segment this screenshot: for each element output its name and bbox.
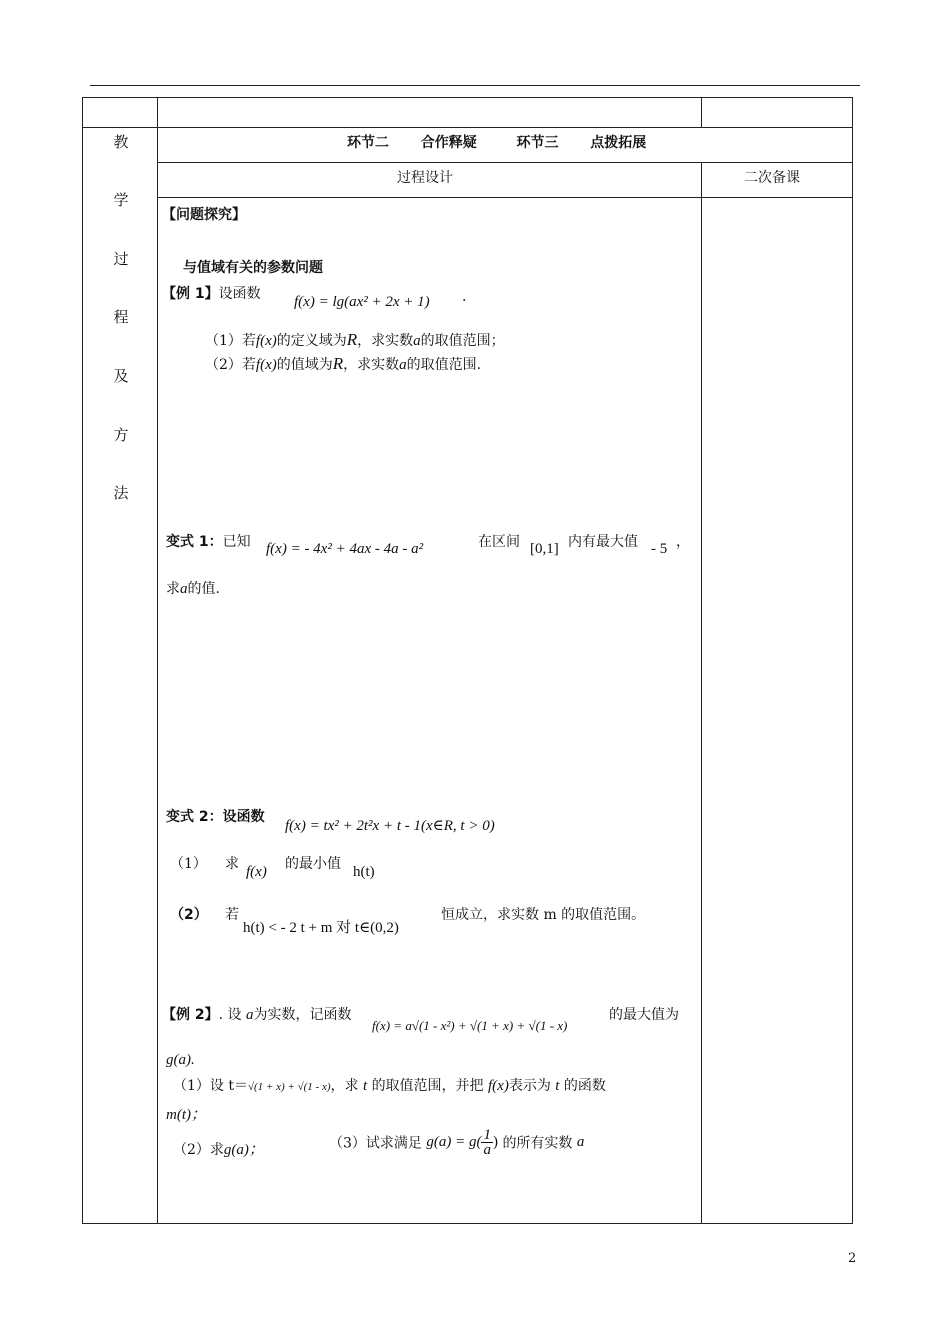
table-border-right: [852, 97, 853, 1223]
example-2-question-3: [329, 1128, 584, 1157]
q-fx: f(x): [255, 333, 277, 349]
q-eq-left: g(a) = g(: [426, 1134, 482, 1150]
example-2-function: f(x) = a√(1 - x²) + √(1 + x) + √(1 - x): [372, 1018, 568, 1033]
q-text: ，求实数: [343, 357, 400, 373]
q-fraction: [481, 1128, 493, 1157]
side-label-char: 及: [113, 367, 129, 385]
example-2-text: . 设: [218, 1007, 242, 1023]
side-label-char: 方: [113, 426, 129, 444]
example-2-text-3: 的最大值为: [609, 1007, 679, 1023]
q-R: R: [332, 354, 344, 373]
q-t-def: √(1 + x) + √(1 - x): [247, 1081, 331, 1093]
example-1-question-2: [205, 354, 481, 374]
q-text: 的取值范围；: [420, 333, 505, 349]
variant-1-text: 已知: [222, 534, 251, 550]
variant-1-statement: [166, 531, 251, 551]
example-2-question-1: [173, 1075, 606, 1095]
table-border-bottom: [82, 1223, 853, 1224]
variant-2-q2-number: （2）: [170, 907, 208, 923]
example-2-label: 【例 2】: [162, 1007, 219, 1023]
example-2-statement: [162, 1004, 351, 1024]
q-a: a: [576, 1134, 585, 1150]
variant-1-interval: [0,1]: [530, 541, 559, 557]
q-text: 的所有实数: [502, 1135, 573, 1152]
q-a: a: [180, 581, 188, 597]
table-col-divider-2: [701, 162, 702, 1223]
table-row-line-2: [157, 162, 853, 163]
table-border-top: [82, 97, 853, 98]
q-text: 求: [166, 581, 180, 597]
q-ga: g(a)；: [223, 1142, 264, 1158]
variant-1-text-2: 在区间: [478, 534, 520, 550]
side-label-char: 过: [113, 250, 129, 268]
example-1-label: 【例 1】: [162, 286, 219, 302]
variant-1-function: f(x) = - 4x² + 4ax - 4a - a²: [266, 541, 424, 557]
side-label-char: 程: [113, 308, 129, 326]
example-1-period: .: [462, 289, 467, 305]
q-text: （3）试求满足: [329, 1135, 422, 1152]
variant-2-q2-text: 若: [225, 907, 239, 923]
q-text: （1）设 t＝: [173, 1078, 248, 1094]
variant-2-q2-inequality: h(t) < - 2 t + m 对 t∈(0,2): [243, 920, 399, 936]
side-label-char: 学: [113, 191, 129, 209]
variant-2-q1-number: （1）: [170, 856, 207, 872]
table-col-divider-2-top: [701, 97, 702, 127]
example-2-a: a: [245, 1007, 254, 1023]
topic-heading: 与值域有关的参数问题: [183, 260, 323, 276]
side-label-char: 法: [113, 484, 129, 502]
example-2-mt: m(t)；: [166, 1107, 206, 1123]
q-text: （2）求: [173, 1142, 224, 1158]
q-text: ，求: [330, 1078, 359, 1094]
table-row-line-3: [157, 197, 853, 198]
variant-1-text-3: 内有最大值: [568, 534, 638, 550]
q-fx: f(x): [488, 1078, 509, 1094]
q-fx: f(x): [255, 357, 277, 373]
q-text: 的函数: [563, 1078, 606, 1094]
q-text: 的值.: [187, 581, 220, 597]
stage-title: [347, 132, 646, 152]
variant-2-q1-text: 求: [225, 856, 239, 872]
q-R: R: [346, 330, 358, 349]
page-number: 2: [848, 1251, 857, 1266]
q-text: 的值域为: [276, 357, 333, 373]
variant-2-function: f(x) = tx² + 2t²x + t - 1(x∈R, t > 0): [285, 818, 495, 834]
fraction-numerator: 1: [483, 1127, 491, 1143]
header-rule: [90, 85, 860, 86]
variant-2-q1-fx: f(x): [246, 864, 267, 880]
example-2-ga: g(a).: [166, 1052, 195, 1068]
stage-three-label: 环节三: [516, 135, 559, 151]
process-design-heading: 过程设计: [397, 170, 453, 186]
section-label: 【问题探究】: [162, 207, 246, 223]
second-prep-heading: 二次备课: [744, 170, 800, 186]
example-1-function: [294, 294, 430, 311]
table-border-left: [82, 97, 83, 1223]
table-row-line-1: [82, 127, 853, 128]
example-2-question-2: [173, 1138, 264, 1159]
example-1-intro: 设函数: [218, 286, 261, 302]
q-eq-right: ): [492, 1134, 498, 1150]
variant-2-q1-ht: h(t): [353, 864, 375, 880]
variant-2-q1-text-2: 的最小值: [285, 856, 341, 872]
variant-1-comma: ，: [676, 534, 690, 550]
q-text: 的定义域为: [276, 333, 347, 349]
variant-2-q2-text-2: 恒成立，求实数 m 的取值范围。: [441, 907, 646, 923]
variant-1-max-value: - 5: [651, 541, 668, 557]
stage-two-name: 合作释疑: [420, 135, 477, 151]
stage-two-label: 环节二: [347, 135, 389, 151]
example-1-statement: [162, 283, 261, 303]
example-2-text-2: 为实数，记函数: [253, 1007, 352, 1023]
q-a: a: [413, 333, 421, 349]
fraction-denominator: a: [483, 1142, 491, 1158]
stage-three-name: 点拨拓展: [590, 135, 647, 151]
q-text: 的取值范围，并把: [371, 1078, 484, 1094]
table-col-divider-1: [157, 97, 158, 1223]
q-t: t: [555, 1078, 560, 1094]
q-text: （1）若: [205, 333, 256, 349]
variant-2-label: 变式 2：设函数: [166, 809, 265, 825]
side-label-char: 教: [113, 133, 129, 151]
q-text: （2）若: [205, 357, 256, 373]
variant-1-label: 变式 1：: [166, 534, 223, 550]
example-1-formula: f(x) = lg(ax² + 2x + 1): [294, 294, 430, 310]
variant-1-question: [166, 578, 220, 598]
q-text: ，求实数: [357, 333, 414, 349]
q-t: t: [362, 1078, 368, 1094]
example-1-question-1: [205, 330, 505, 350]
q-a: a: [399, 357, 407, 373]
q-text: 表示为: [508, 1078, 551, 1094]
q-text: 的取值范围.: [406, 357, 482, 373]
